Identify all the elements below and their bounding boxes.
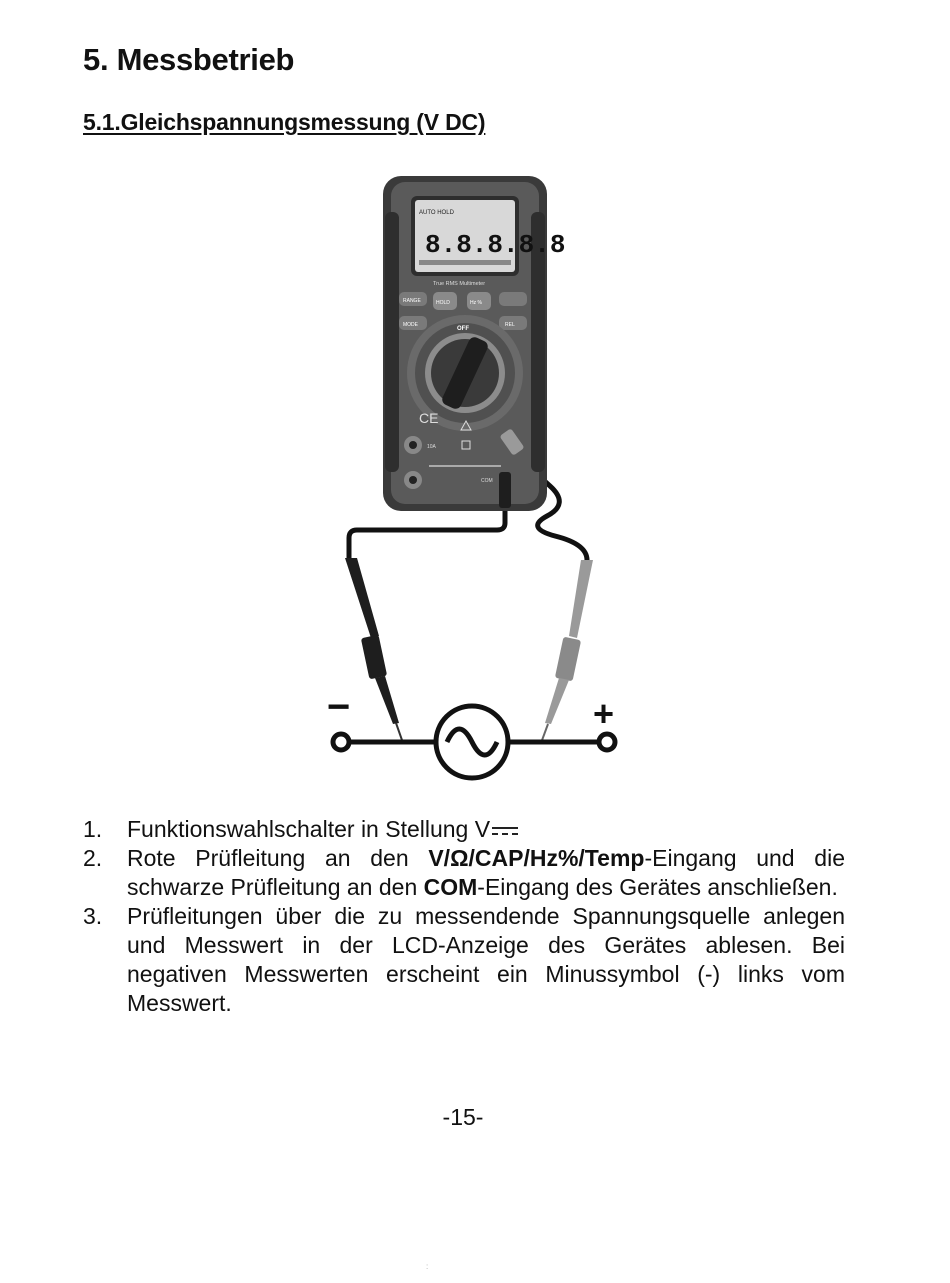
step-text: Prüfleitungen über die zu messendende Spannungsquelle anlegen und Messwert in der LCD-Anzeige des Gerätes ablesen. Bei negativen Messwerten erscheint ein Minussymbol (-) links vom Messwert.: [127, 903, 845, 1016]
black-test-lead: [349, 503, 505, 558]
negative-terminal: [333, 734, 349, 750]
jack-com-label: COM: [481, 478, 493, 484]
red-probe: [541, 560, 593, 743]
black-plug: [499, 472, 511, 508]
instruction-steps: [83, 815, 845, 1018]
page-title: 5. Messbetrieb: [83, 42, 295, 77]
rel-button: REL: [505, 322, 515, 328]
lcd-digits: 8.8.8.8.8: [425, 230, 566, 260]
footer-mark: :: [426, 1262, 429, 1271]
mode-button: MODE: [403, 322, 418, 328]
step-number: 3.: [83, 903, 103, 929]
step-text: -Eingang und die schwarze Prüfleitung an den: [127, 845, 846, 900]
dc-voltage-icon: [490, 823, 520, 837]
multimeter-diagram: [315, 168, 635, 793]
svg-text:CE: CE: [419, 410, 439, 426]
hold-button: HOLD: [436, 300, 450, 306]
step-text: -Eingang des Gerätes anschließen.: [477, 874, 838, 900]
positive-terminal: [599, 734, 615, 750]
step-text: Rote Prüfleitung an den: [127, 845, 429, 871]
com-terminal-label: COM: [423, 874, 478, 900]
step-3: [83, 902, 845, 1018]
step-2: [83, 844, 845, 902]
jack-10a-label: 10A: [427, 444, 436, 450]
lcd-top-row: AUTO HOLD: [419, 210, 454, 216]
multimeter-body: [383, 176, 565, 511]
step-number: 1.: [83, 816, 103, 842]
step-1: [83, 815, 845, 844]
meter-label: True RMS Multimeter: [433, 281, 486, 287]
section-title: 5.1.Gleichspannungsmessung (V DC): [83, 109, 486, 135]
step-number: 2.: [83, 845, 103, 871]
step-text: Funktionswahlschalter in Stellung V: [127, 816, 491, 842]
black-probe: [345, 558, 403, 743]
hz-button: Hz %: [470, 300, 482, 306]
input-terminal-label: V/Ω/CAP/Hz%/Temp: [428, 845, 645, 871]
range-button: RANGE: [403, 298, 421, 304]
page-number: -15-: [442, 1104, 484, 1130]
plus-sign: +: [593, 693, 615, 734]
dial-off-label: OFF: [457, 326, 469, 332]
minus-sign: −: [327, 685, 351, 729]
